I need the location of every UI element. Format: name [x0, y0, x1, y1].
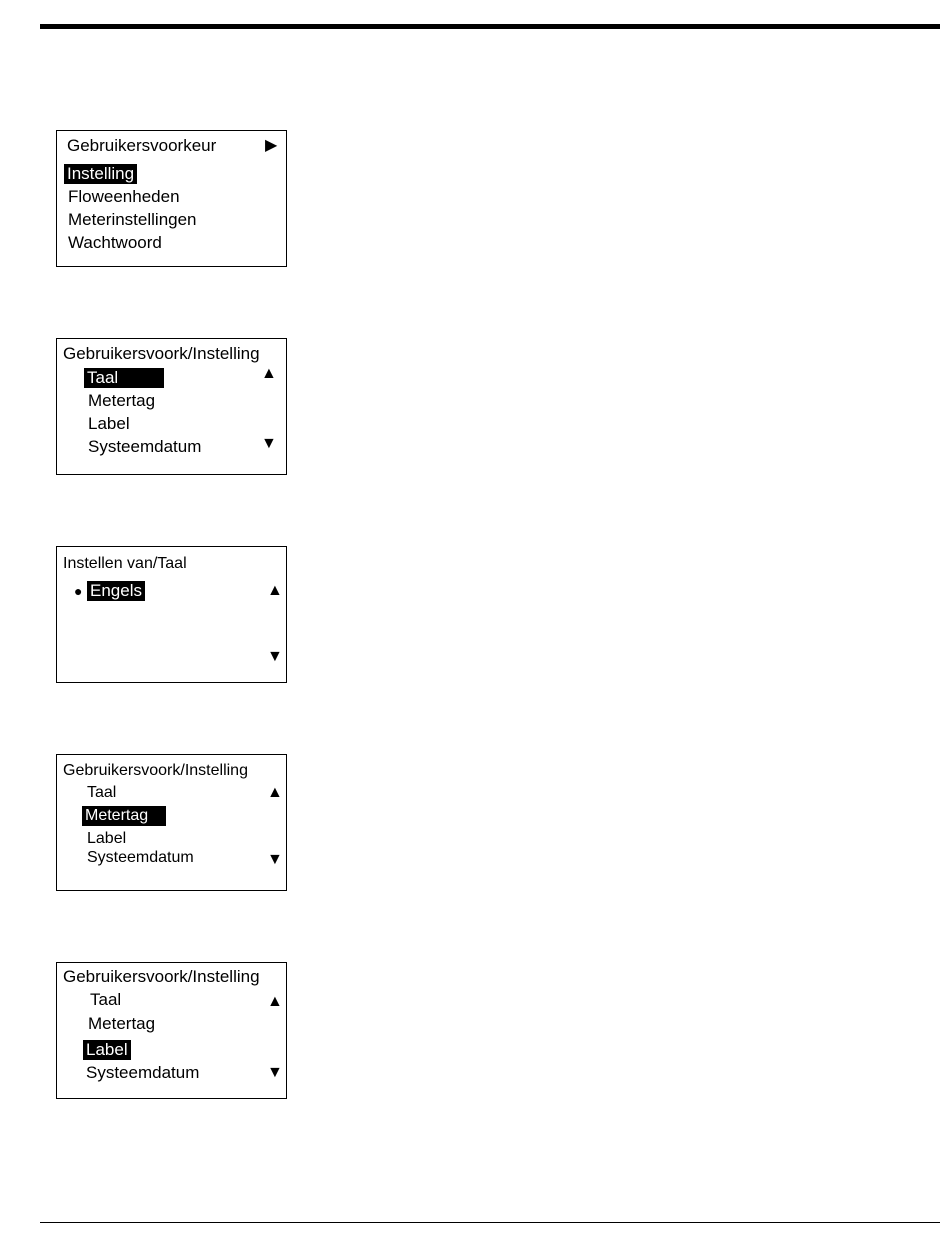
menu-item-instelling[interactable]: Instelling — [64, 164, 137, 184]
menu-item-metertag[interactable]: Metertag — [82, 806, 166, 826]
menu-item-engels[interactable]: Engels — [87, 581, 145, 601]
arrow-down-icon[interactable]: ▼ — [267, 851, 283, 868]
arrow-down-icon[interactable]: ▼ — [267, 1064, 283, 1081]
lcd-screen-settings-label — [56, 962, 287, 1099]
menu-item-metertag[interactable]: Metertag — [88, 391, 156, 410]
menu-item-systeemdatum[interactable]: Systeemdatum — [86, 1063, 200, 1082]
screen-title: Gebruikersvoork/Instelling — [63, 762, 248, 779]
screen-title: Gebruikersvoork/Instelling — [63, 344, 260, 363]
arrow-down-icon[interactable]: ▼ — [261, 435, 277, 452]
menu-item-meterinstellingen[interactable]: Meterinstellingen — [68, 210, 197, 229]
screen-title: Gebruikersvoorkeur — [67, 136, 217, 155]
menu-item-systeemdatum[interactable]: Systeemdatum — [87, 849, 194, 866]
lcd-screen-settings-taal — [56, 338, 287, 475]
arrow-down-icon[interactable]: ▼ — [267, 648, 283, 665]
arrow-up-icon[interactable]: ▲ — [267, 993, 283, 1010]
bullet-icon: ● — [74, 583, 83, 599]
menu-item-floweenheden[interactable]: Floweenheden — [68, 187, 180, 206]
top-rule — [40, 24, 940, 29]
menu-item-label[interactable]: Label — [88, 414, 130, 433]
screen-title: Gebruikersvoork/Instelling — [63, 967, 260, 986]
menu-item-taal[interactable]: Taal — [84, 368, 164, 388]
screen-title: Instellen van/Taal — [63, 555, 187, 572]
arrow-up-icon[interactable]: ▲ — [261, 365, 277, 382]
menu-item-label[interactable]: Label — [87, 830, 127, 847]
arrow-right-icon[interactable]: ▶ — [265, 137, 278, 154]
arrow-up-icon[interactable]: ▲ — [267, 784, 283, 801]
lcd-screen-language — [56, 546, 287, 683]
menu-item-systeemdatum[interactable]: Systeemdatum — [88, 437, 202, 456]
arrow-up-icon[interactable]: ▲ — [267, 582, 283, 599]
lcd-screen-user-preferences — [56, 130, 287, 267]
lcd-screen-settings-metertag — [56, 754, 287, 891]
menu-item-taal[interactable]: Taal — [87, 784, 117, 801]
menu-item-wachtwoord[interactable]: Wachtwoord — [68, 233, 162, 252]
menu-item-label[interactable]: Label — [83, 1040, 131, 1060]
menu-item-metertag[interactable]: Metertag — [88, 1014, 156, 1033]
bottom-rule — [40, 1222, 940, 1223]
menu-item-taal[interactable]: Taal — [90, 990, 122, 1009]
